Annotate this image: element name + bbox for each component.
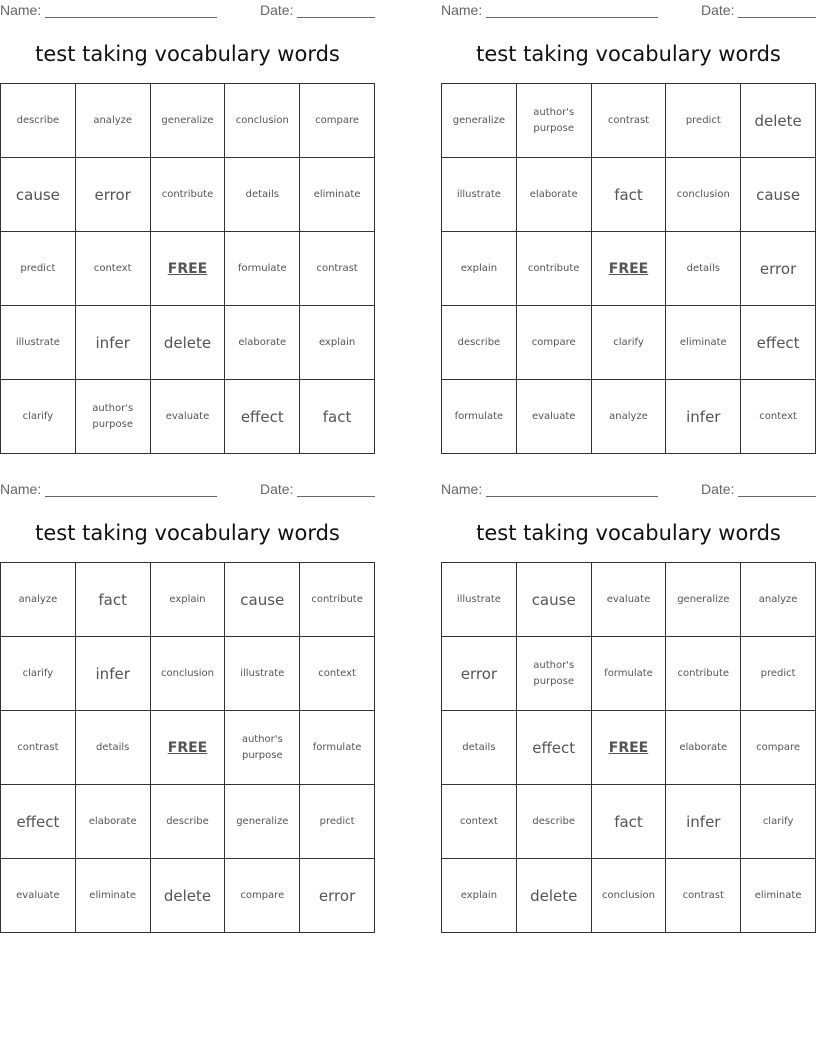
bingo-grid bbox=[0, 562, 375, 933]
name-line bbox=[486, 496, 658, 497]
grid-cell: infer bbox=[666, 785, 741, 859]
grid-cell: author's purpose bbox=[516, 637, 591, 711]
grid-cell: infer bbox=[666, 380, 741, 454]
grid-cell: fact bbox=[75, 563, 150, 637]
date-line bbox=[738, 17, 816, 18]
grid-row bbox=[442, 637, 816, 711]
grid-cell: conclusion bbox=[591, 859, 666, 933]
grid-cell: contribute bbox=[666, 637, 741, 711]
grid-cell: effect bbox=[516, 711, 591, 785]
grid-cell: error bbox=[442, 637, 517, 711]
grid-cell: explain bbox=[442, 859, 517, 933]
grid-cell: illustrate bbox=[225, 637, 300, 711]
grid-cell: evaluate bbox=[591, 563, 666, 637]
free-space: FREE bbox=[591, 711, 666, 785]
grid-row bbox=[1, 711, 375, 785]
grid-cell: delete bbox=[516, 859, 591, 933]
grid-cell: fact bbox=[591, 158, 666, 232]
grid-cell: eliminate bbox=[75, 859, 150, 933]
grid-cell: conclusion bbox=[225, 84, 300, 158]
grid-cell: fact bbox=[591, 785, 666, 859]
grid-cell: delete bbox=[150, 859, 225, 933]
grid-cell: describe bbox=[150, 785, 225, 859]
grid-cell: elaborate bbox=[516, 158, 591, 232]
grid-cell: clarify bbox=[1, 380, 76, 454]
grid-cell: cause bbox=[225, 563, 300, 637]
grid-cell: contrast bbox=[300, 232, 375, 306]
grid-row bbox=[1, 859, 375, 933]
grid-cell: cause bbox=[741, 158, 816, 232]
card-header bbox=[0, 481, 375, 499]
grid-row bbox=[1, 158, 375, 232]
grid-row bbox=[442, 158, 816, 232]
date-label: Date: bbox=[701, 481, 735, 497]
grid-cell: evaluate bbox=[516, 380, 591, 454]
grid-cell: context bbox=[75, 232, 150, 306]
grid-cell: context bbox=[442, 785, 517, 859]
grid-cell: contribute bbox=[516, 232, 591, 306]
grid-cell: delete bbox=[741, 84, 816, 158]
grid-row bbox=[1, 380, 375, 454]
card-header bbox=[441, 2, 816, 20]
grid-cell: error bbox=[75, 158, 150, 232]
grid-cell: infer bbox=[75, 637, 150, 711]
date-label: Date: bbox=[260, 2, 294, 18]
grid-cell: elaborate bbox=[225, 306, 300, 380]
grid-cell: contrast bbox=[666, 859, 741, 933]
name-label: Name: bbox=[441, 2, 483, 18]
grid-cell: delete bbox=[150, 306, 225, 380]
grid-cell: cause bbox=[1, 158, 76, 232]
grid-cell: compare bbox=[225, 859, 300, 933]
grid-cell: author's purpose bbox=[516, 84, 591, 158]
card-title: test taking vocabulary words bbox=[35, 521, 340, 545]
grid-cell: cause bbox=[516, 563, 591, 637]
grid-cell: generalize bbox=[666, 563, 741, 637]
grid-row bbox=[442, 380, 816, 454]
grid-cell: elaborate bbox=[75, 785, 150, 859]
grid-cell: describe bbox=[516, 785, 591, 859]
grid-cell: predict bbox=[666, 84, 741, 158]
grid-cell: formulate bbox=[442, 380, 517, 454]
grid-row bbox=[1, 84, 375, 158]
grid-row bbox=[442, 232, 816, 306]
grid-cell: details bbox=[225, 158, 300, 232]
grid-cell: error bbox=[300, 859, 375, 933]
grid-row bbox=[442, 859, 816, 933]
grid-cell: predict bbox=[1, 232, 76, 306]
grid-cell: contrast bbox=[1, 711, 76, 785]
grid-row bbox=[1, 785, 375, 859]
grid-cell: predict bbox=[300, 785, 375, 859]
grid-cell: author's purpose bbox=[75, 380, 150, 454]
bingo-grid bbox=[441, 562, 816, 933]
grid-cell: details bbox=[442, 711, 517, 785]
grid-cell: details bbox=[75, 711, 150, 785]
grid-cell: generalize bbox=[442, 84, 517, 158]
name-line bbox=[486, 17, 658, 18]
free-space: FREE bbox=[591, 232, 666, 306]
card-header bbox=[441, 481, 816, 499]
grid-cell: eliminate bbox=[300, 158, 375, 232]
bingo-grid bbox=[0, 83, 375, 454]
grid-cell: contribute bbox=[150, 158, 225, 232]
card-header bbox=[0, 2, 375, 20]
card-title: test taking vocabulary words bbox=[476, 42, 781, 66]
grid-cell: explain bbox=[150, 563, 225, 637]
grid-cell: analyze bbox=[1, 563, 76, 637]
grid-cell: contrast bbox=[591, 84, 666, 158]
grid-cell: clarify bbox=[741, 785, 816, 859]
free-space: FREE bbox=[150, 711, 225, 785]
grid-cell: error bbox=[741, 232, 816, 306]
grid-cell: explain bbox=[442, 232, 517, 306]
card-title: test taking vocabulary words bbox=[35, 42, 340, 66]
grid-cell: conclusion bbox=[150, 637, 225, 711]
grid-row bbox=[1, 232, 375, 306]
grid-cell: describe bbox=[1, 84, 76, 158]
grid-cell: compare bbox=[300, 84, 375, 158]
grid-cell: analyze bbox=[591, 380, 666, 454]
grid-cell: compare bbox=[741, 711, 816, 785]
name-label: Name: bbox=[441, 481, 483, 497]
grid-row bbox=[442, 84, 816, 158]
grid-cell: explain bbox=[300, 306, 375, 380]
grid-cell: illustrate bbox=[442, 158, 517, 232]
grid-cell: details bbox=[666, 232, 741, 306]
grid-cell: describe bbox=[442, 306, 517, 380]
free-space: FREE bbox=[150, 232, 225, 306]
bingo-grid bbox=[441, 83, 816, 454]
bingo-card bbox=[441, 0, 816, 440]
date-line bbox=[738, 496, 816, 497]
bingo-card bbox=[441, 479, 816, 919]
grid-cell: eliminate bbox=[741, 859, 816, 933]
grid-row bbox=[1, 637, 375, 711]
card-title: test taking vocabulary words bbox=[476, 521, 781, 545]
grid-cell: clarify bbox=[1, 637, 76, 711]
grid-row bbox=[442, 563, 816, 637]
grid-cell: predict bbox=[741, 637, 816, 711]
grid-row bbox=[1, 306, 375, 380]
grid-cell: context bbox=[300, 637, 375, 711]
bingo-card bbox=[0, 479, 375, 919]
bingo-card bbox=[0, 0, 375, 440]
name-line bbox=[45, 496, 217, 497]
date-line bbox=[297, 496, 375, 497]
grid-cell: analyze bbox=[75, 84, 150, 158]
date-label: Date: bbox=[260, 481, 294, 497]
grid-cell: evaluate bbox=[150, 380, 225, 454]
grid-row bbox=[442, 711, 816, 785]
grid-row bbox=[1, 563, 375, 637]
name-line bbox=[45, 17, 217, 18]
grid-cell: evaluate bbox=[1, 859, 76, 933]
date-label: Date: bbox=[701, 2, 735, 18]
grid-cell: fact bbox=[300, 380, 375, 454]
grid-cell: illustrate bbox=[1, 306, 76, 380]
grid-cell: author's purpose bbox=[225, 711, 300, 785]
date-line bbox=[297, 17, 375, 18]
grid-cell: effect bbox=[1, 785, 76, 859]
grid-cell: contribute bbox=[300, 563, 375, 637]
grid-cell: infer bbox=[75, 306, 150, 380]
grid-cell: formulate bbox=[225, 232, 300, 306]
grid-cell: formulate bbox=[300, 711, 375, 785]
grid-cell: analyze bbox=[741, 563, 816, 637]
grid-cell: formulate bbox=[591, 637, 666, 711]
name-label: Name: bbox=[0, 2, 42, 18]
name-label: Name: bbox=[0, 481, 42, 497]
grid-cell: illustrate bbox=[442, 563, 517, 637]
grid-row bbox=[442, 306, 816, 380]
grid-cell: effect bbox=[741, 306, 816, 380]
grid-cell: generalize bbox=[225, 785, 300, 859]
grid-cell: elaborate bbox=[666, 711, 741, 785]
grid-row bbox=[442, 785, 816, 859]
grid-cell: compare bbox=[516, 306, 591, 380]
grid-cell: context bbox=[741, 380, 816, 454]
grid-cell: effect bbox=[225, 380, 300, 454]
grid-cell: clarify bbox=[591, 306, 666, 380]
grid-cell: generalize bbox=[150, 84, 225, 158]
grid-cell: eliminate bbox=[666, 306, 741, 380]
grid-cell: conclusion bbox=[666, 158, 741, 232]
